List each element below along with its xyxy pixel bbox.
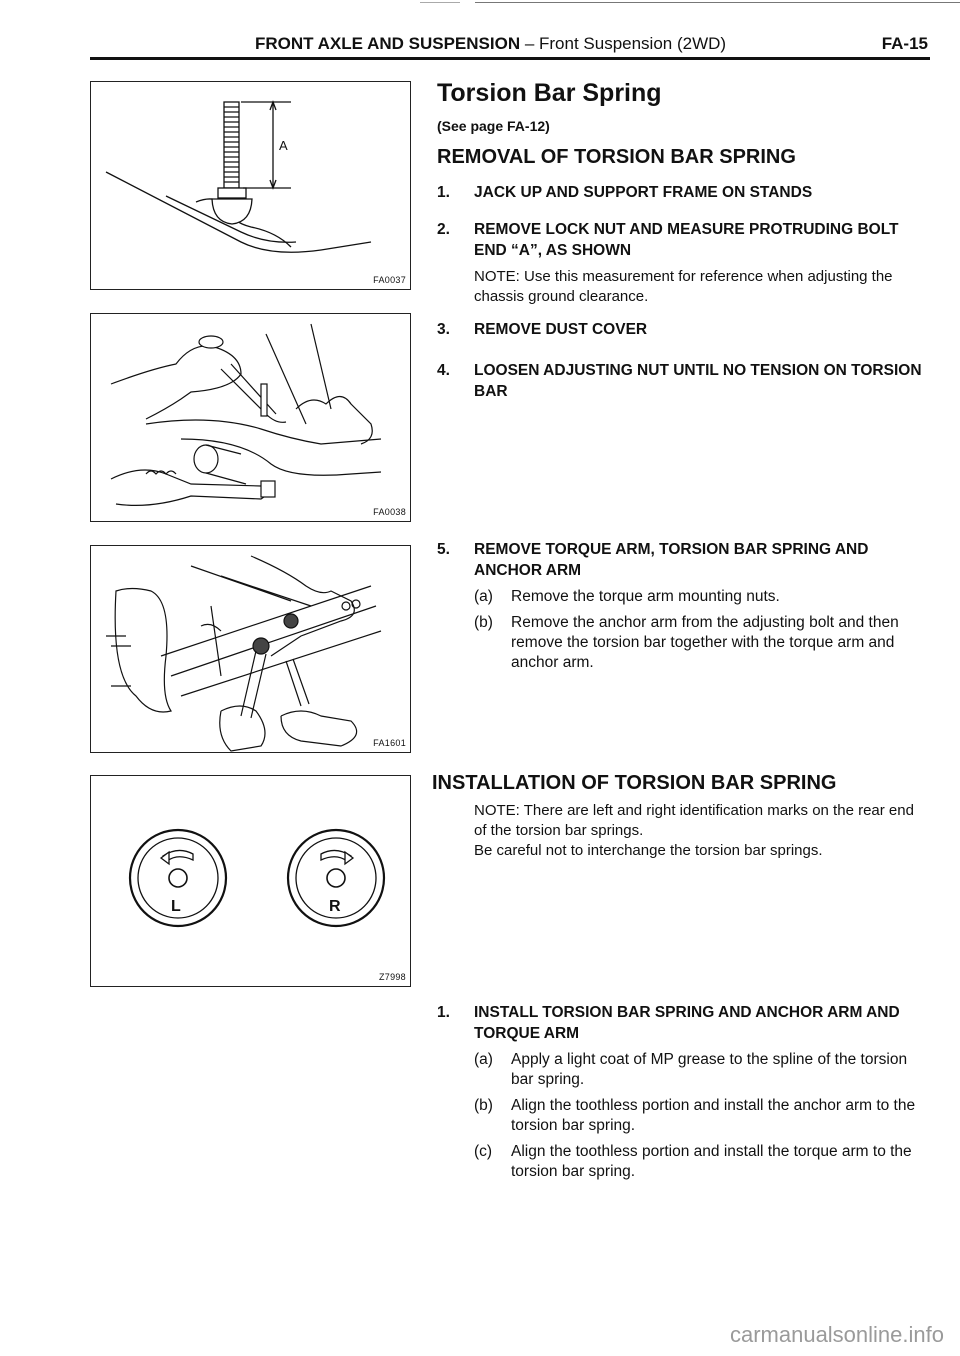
step-text: REMOVE TORQUE ARM, TORSION BAR SPRING AND ANCHOR ARM <box>474 541 869 579</box>
installation-heading: INSTALLATION OF TORSION BAR SPRING <box>432 772 837 794</box>
substep-label: (b) <box>474 1097 493 1114</box>
step-text: REMOVE LOCK NUT AND MEASURE PROTRUDING BOLT END “A”, AS SHOWN <box>474 221 899 259</box>
scan-artifact-line <box>475 2 960 3</box>
substep-label: (b) <box>474 614 493 631</box>
installation-substep-b <box>437 1096 927 1136</box>
left-mark-letter: L <box>171 898 181 915</box>
installation-note: NOTE: There are left and right identification marks on the rear end of the torsion bar springs. <box>474 802 914 839</box>
section-title <box>255 34 726 54</box>
dimension-label-a: A <box>279 138 288 153</box>
identification-marks-illustration <box>91 776 410 986</box>
step-number: 4. <box>437 362 450 379</box>
installation-section <box>432 772 927 861</box>
substep-label: (a) <box>474 588 493 605</box>
right-mark-letter: R <box>329 898 341 915</box>
watermark: carmanualsonline.info <box>729 1322 944 1347</box>
section-subtitle: – Front Suspension (2WD) <box>520 34 727 53</box>
removal-substep-a <box>437 587 927 607</box>
remove-torque-arm-illustration <box>91 546 410 752</box>
step-number: 2. <box>437 221 450 238</box>
step-text: REMOVE DUST COVER <box>474 321 648 338</box>
step-text: INSTALL TORSION BAR SPRING AND ANCHOR ARM AND TORQUE ARM <box>474 1004 900 1042</box>
installation-note-caution: Be careful not to interchange the torsion bar springs. <box>474 842 823 859</box>
step-number: 3. <box>437 321 450 338</box>
figure-id: FA0038 <box>373 507 406 517</box>
removal-step-2-note: NOTE: Use this measurement for reference when adjusting the chassis ground clearance. <box>474 268 893 305</box>
removal-step-4 <box>437 360 927 402</box>
installation-step-1 <box>437 1002 927 1044</box>
step-number: 1. <box>437 1004 450 1021</box>
scan-artifact-line <box>420 2 460 3</box>
step-text: LOOSEN ADJUSTING NUT UNTIL NO TENSION ON TORSION BAR <box>474 362 922 400</box>
step-number: 1. <box>437 184 450 201</box>
substep-text: Remove the torque arm mounting nuts. <box>511 588 780 605</box>
removal-substep-b <box>437 613 927 673</box>
removal-step-2 <box>437 219 927 261</box>
substep-text: Apply a light coat of MP grease to the spline of the torsion bar spring. <box>511 1051 908 1088</box>
page-header <box>255 34 928 58</box>
substep-text: Align the toothless portion and install the torque arm to the torsion bar spring. <box>511 1143 912 1180</box>
page-title: Torsion Bar Spring <box>437 79 662 107</box>
content-column-step5 <box>437 539 927 673</box>
section-title-bold: FRONT AXLE AND SUSPENSION <box>255 34 521 53</box>
see-page-reference: (See page FA-12) <box>437 118 550 134</box>
substep-text: Align the toothless portion and install the anchor arm to the torsion bar spring. <box>511 1097 916 1134</box>
figure-remove-torque-arm <box>90 545 411 753</box>
figure-loosen-adjusting-nut <box>90 313 411 522</box>
substep-label: (a) <box>474 1051 493 1068</box>
page-number: FA-15 <box>881 34 928 53</box>
installation-substep-a <box>437 1050 927 1090</box>
figure-id: Z7998 <box>378 972 406 982</box>
substep-text: Remove the anchor arm from the adjusting bolt and then remove the torsion bar together with the torque arm and anchor arm. <box>511 614 899 671</box>
figure-id: FA1601 <box>373 738 406 748</box>
step-number: 5. <box>437 541 450 558</box>
bolt-measurement-illustration <box>91 82 410 289</box>
substep-label: (c) <box>474 1143 493 1160</box>
removal-heading: REMOVAL OF TORSION BAR SPRING <box>437 146 796 168</box>
figure-id: FA0037 <box>373 275 406 285</box>
content-column <box>437 79 927 402</box>
figure-bolt-measurement <box>90 81 411 290</box>
installation-steps <box>437 1002 927 1182</box>
removal-step-3 <box>437 319 927 340</box>
removal-step-5 <box>437 539 927 581</box>
step-text: JACK UP AND SUPPORT FRAME ON STANDS <box>474 184 813 201</box>
installation-substep-c <box>437 1142 927 1182</box>
header-rule <box>90 57 930 60</box>
figure-lr-identification-marks <box>90 775 411 987</box>
loosen-nut-illustration <box>91 314 410 521</box>
removal-step-1 <box>437 182 927 203</box>
